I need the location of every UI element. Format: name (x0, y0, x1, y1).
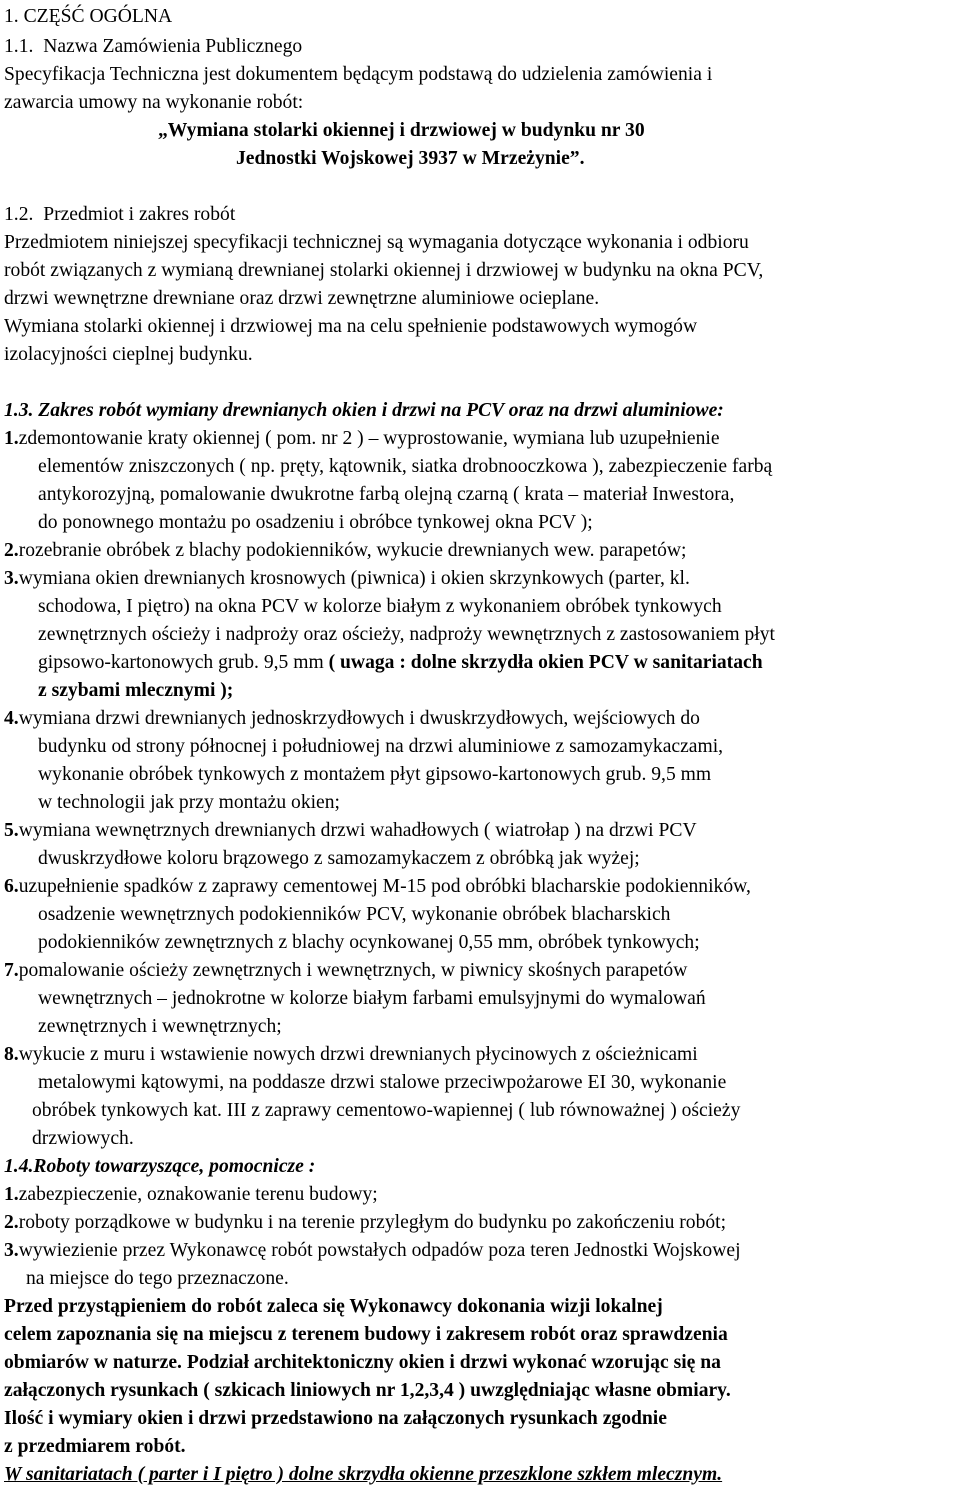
bold-paragraph-line: z przedmiarem robót. (4, 1436, 186, 1457)
list-number: 2. (4, 1212, 19, 1233)
list-item (4, 705, 700, 733)
bold-paragraph-line: załączonych rysunkach ( szkicach liniowych nr 1,2,3,4 ) uwzględniając własne obmiary. (4, 1380, 731, 1401)
list-number: 6. (4, 876, 19, 897)
list-text: wymiana okien drewnianych krosnowych (piwnica) i okien skrzynkowych (parter, kl. (18, 568, 690, 589)
section-number: 1.2. (4, 204, 34, 225)
subsection-1-1-heading (4, 33, 302, 61)
subsection-1-4-heading (4, 1153, 315, 1181)
list-number: 7. (4, 960, 19, 981)
list-continuation: antykorozyjną, pomalowanie dwukrotne farbą olejną czarną ( krata – materiał Inwestora, (38, 484, 735, 505)
section-title: Roboty towarzyszące, pomocnicze : (33, 1156, 316, 1177)
list-text: gipsowo-kartonowych grub. 9,5 mm (38, 652, 329, 673)
list-continuation: dwuskrzydłowe koloru brązowego z samozamykaczem z obróbką jak wyżej; (38, 848, 640, 869)
paragraph-line: Wymiana stolarki okiennej i drzwiowej ma na celu spełnienie podstawowych wymogów (4, 316, 698, 337)
list-continuation (38, 649, 763, 677)
subsection-1-2-heading (4, 201, 235, 229)
list-text: zdemontowanie kraty okiennej ( pom. nr 2 ) – wyprostowanie, wymiana lub uzupełnienie (18, 428, 720, 449)
paragraph-line: robót związanych z wymianą drewnianej stolarki okiennej i drzwiowej w budynku na okna PCV, (4, 260, 764, 281)
bold-paragraph-line: Ilość i wymiary okien i drzwi przedstawiono na załączonych rysunkach zgodnie (4, 1408, 667, 1429)
list-item (4, 1041, 698, 1069)
section-title: Zakres robót wymiany drewnianych okien i drzwi na PCV oraz na drzwi aluminiowe: (38, 400, 724, 421)
list-number: 3. (4, 568, 19, 589)
list-continuation: obróbek tynkowych kat. III z zaprawy cementowo-wapiennej ( lub równoważnej ) ościeży (32, 1100, 741, 1121)
list-text: wymiana wewnętrznych drewnianych drzwi wahadłowych ( wiatrołap ) na drzwi PCV (18, 820, 697, 841)
list-continuation: budynku od strony północnej i południowej na drzwi aluminiowe z samozamykaczami, (38, 736, 724, 757)
list-text: wykucie z muru i wstawienie nowych drzwi drewnianych płycinowych z ościeżnicami (18, 1044, 698, 1065)
list-continuation: schodowa, I piętro) na okna PCV w kolorze białym z wykonaniem obróbek tynkowych (38, 596, 722, 617)
section-number: 1.1. (4, 36, 34, 57)
list-number: 4. (4, 708, 19, 729)
list-continuation: w technologii jak przy montażu okien; (38, 792, 340, 813)
paragraph-line: Specyfikacja Techniczna jest dokumentem będącym podstawą do udzielenia zamówienia i (4, 64, 713, 85)
contract-name-line: Jednostki Wojskowej 3937 w Mrzeżynie”. (236, 148, 585, 169)
section-title: Przedmiot i zakres robót (43, 204, 236, 225)
list-item (4, 565, 690, 593)
list-continuation: wewnętrznych – jednokrotne w kolorze białym farbami emulsyjnymi do wymalowań (38, 988, 706, 1009)
list-text: wywiezienie przez Wykonawcę robót powstałych odpadów poza teren Jednostki Wojskowej (18, 1240, 741, 1261)
list-number: 1. (4, 428, 19, 449)
list-item (4, 873, 751, 901)
list-continuation: metalowymi kątowymi, na poddasze drzwi stalowe przeciwpożarowe EI 30, wykonanie (38, 1072, 727, 1093)
subsection-1-3-heading (4, 397, 724, 425)
list-text: zabezpieczenie, oznakowanie terenu budowy; (18, 1184, 378, 1205)
paragraph-line: drzwi wewnętrzne drewniane oraz drzwi zewnętrzne aluminiowe ocieplane. (4, 288, 600, 309)
list-text: roboty porządkowe w budynku i na terenie przyległym do budynku po zakończeniu robót; (18, 1212, 727, 1233)
section-number: 1.4. (4, 1156, 34, 1177)
section-number: 1.3. (4, 400, 34, 421)
list-number: 1. (4, 1184, 19, 1205)
list-text: wymiana drzwi drewnianych jednoskrzydłowych i dwuskrzydłowych, wejściowych do (18, 708, 700, 729)
list-continuation: drzwiowych. (32, 1128, 134, 1149)
bold-paragraph-line: Przed przystąpieniem do robót zaleca się Wykonawcy dokonania wizji lokalnej (4, 1296, 663, 1317)
list-item (4, 817, 697, 845)
list-continuation: zewnętrznych ościeży i nadproży oraz ościeży, nadproży wewnętrznych z zastosowaniem płyt (38, 624, 775, 645)
list-number: 2. (4, 540, 19, 561)
bold-paragraph-line: celem zapoznania się na miejscu z terenem budowy i zakresem robót oraz sprawdzenia (4, 1324, 728, 1345)
final-note: W sanitariatach ( parter i I piętro ) dolne skrzydła okienne przeszklone szkłem mlecznym. (4, 1464, 723, 1485)
list-text: pomalowanie ościeży zewnętrznych i wewnętrznych, w piwnicy skośnych parapetów (18, 960, 688, 981)
list-item (4, 957, 687, 985)
list-item (4, 537, 686, 565)
list-item (4, 1237, 741, 1265)
list-number: 8. (4, 1044, 19, 1065)
paragraph-line: zawarcia umowy na wykonanie robót: (4, 92, 304, 113)
contract-name-line: „Wymiana stolarki okiennej i drzwiowej w budynku nr 30 (158, 120, 645, 141)
bold-paragraph-line: obmiarów w naturze. Podział architektoniczny okien i drzwi wykonać wzorując się na (4, 1352, 721, 1373)
list-continuation: na miejsce do tego przeznaczone. (26, 1268, 289, 1289)
list-continuation: do ponownego montażu po osadzeniu i obróbce tynkowej okna PCV ); (38, 512, 593, 533)
list-item (4, 1181, 378, 1209)
list-number: 3. (4, 1240, 19, 1261)
section-heading: 1. CZĘŚĆ OGÓLNA (4, 6, 173, 27)
bold-note: ( uwaga : dolne skrzydła okien PCV w sanitariatach (328, 652, 763, 673)
list-number: 5. (4, 820, 19, 841)
paragraph-line: izolacyjności cieplnej budynku. (4, 344, 253, 365)
bold-note: z szybami mlecznymi ); (38, 680, 234, 701)
list-continuation: zewnętrznych i wewnętrznych; (38, 1016, 282, 1037)
list-item (4, 1209, 726, 1237)
list-text: rozebranie obróbek z blachy podokienników, wykucie drewnianych wew. parapetów; (18, 540, 687, 561)
paragraph-line: Przedmiotem niniejszej specyfikacji technicznej są wymagania dotyczące wykonania i odbioru (4, 232, 749, 253)
section-title: Nazwa Zamówienia Publicznego (43, 36, 303, 57)
list-continuation: wykonanie obróbek tynkowych z montażem płyt gipsowo-kartonowych grub. 9,5 mm (38, 764, 712, 785)
list-continuation: podokienników zewnętrznych z blachy ocynkowanej 0,55 mm, obróbek tynkowych; (38, 932, 700, 953)
list-text: uzupełnienie spadków z zaprawy cementowej M-15 pod obróbki blacharskie podokienników, (18, 876, 751, 897)
list-continuation: osadzenie wewnętrznych podokienników PCV, wykonanie obróbek blacharskich (38, 904, 671, 925)
list-continuation: elementów zniszczonych ( np. pręty, kątownik, siatka drobnooczkowa ), zabezpieczenie farbą (38, 456, 773, 477)
list-item (4, 425, 720, 453)
